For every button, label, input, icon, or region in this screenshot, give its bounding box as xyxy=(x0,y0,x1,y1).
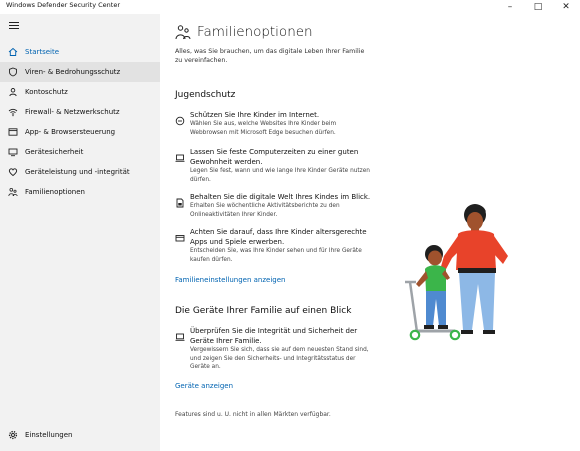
list-item xyxy=(175,192,375,219)
sidebar-item-label: Firewall- & Netzwerkschutz xyxy=(25,108,120,116)
heart-icon xyxy=(8,167,18,177)
sidebar xyxy=(0,14,160,451)
item-heading: Achten Sie darauf, dass Ihre Kinder altersgerechte Apps und Spiele erwerben. xyxy=(190,228,367,246)
laptop-clock-icon xyxy=(175,148,185,158)
minimize-button[interactable]: – xyxy=(507,2,513,12)
maximize-button[interactable]: □ xyxy=(533,2,543,12)
intro-text: Alles, was Sie brauchen, um das digitale Leben Ihrer Familie zu vereinfachen. xyxy=(175,48,365,64)
list-item xyxy=(175,227,375,264)
family-settings-link[interactable]: Familieneinstellungen anzeigen xyxy=(175,276,286,284)
close-button[interactable]: ✕ xyxy=(562,2,570,12)
device-icon xyxy=(8,147,18,157)
store-icon xyxy=(175,228,185,238)
footnote: Features sind u. U. nicht in allen Märkten verfügbar. xyxy=(175,411,331,418)
item-description: Vergewissern Sie sich, dass sie auf dem neuesten Stand sind, und zeigen Sie den Sicherheits- und Integritätsstatus der Geräte an. xyxy=(190,347,369,370)
sidebar-item-viren[interactable] xyxy=(0,62,160,82)
report-icon xyxy=(175,193,185,203)
sidebar-item-label: Gerätesicherheit xyxy=(25,148,84,156)
item-description: Erhalten Sie wöchentliche Aktivitätsberichte zu den Onlineaktivitäten Ihrer Kinder. xyxy=(190,203,340,218)
gear-icon xyxy=(8,430,18,440)
item-heading: Lassen Sie feste Computerzeiten zu einer guten Gewohnheit werden. xyxy=(190,148,359,166)
hamburger-menu-icon[interactable] xyxy=(9,20,19,30)
sidebar-item-familienoptionen[interactable] xyxy=(0,182,160,202)
window-title: Windows Defender Security Center xyxy=(6,1,120,9)
settings-container xyxy=(0,425,160,445)
sidebar-item-startseite[interactable] xyxy=(0,42,160,62)
family-illustration xyxy=(392,194,522,344)
shield-icon xyxy=(8,67,18,77)
sidebar-item-geraetesicherheit[interactable] xyxy=(0,142,160,162)
sidebar-item-label: Kontoschutz xyxy=(25,88,68,96)
nav-list xyxy=(0,42,160,202)
window-controls xyxy=(496,0,580,14)
sidebar-item-label: Familienoptionen xyxy=(25,188,85,196)
family-icon xyxy=(8,187,18,197)
sidebar-item-app-browser[interactable] xyxy=(0,122,160,142)
sidebar-item-label: Startseite xyxy=(25,48,60,56)
item-description: Wählen Sie aus, welche Websites Ihre Kinder beim Webbrowsen mit Microsoft Edge besuchen dürfen. xyxy=(190,121,337,136)
section-title-jugendschutz: Jugendschutz xyxy=(175,90,236,100)
home-icon xyxy=(8,47,18,57)
sidebar-item-firewall[interactable] xyxy=(0,102,160,122)
item-description: Legen Sie fest, wann und wie lange Ihre Kinder Geräte nutzen dürfen. xyxy=(190,168,370,183)
item-description: Entscheiden Sie, was Ihre Kinder sehen und für Ihre Geräte kaufen dürfen. xyxy=(190,248,362,263)
list-item xyxy=(175,147,375,184)
browser-icon xyxy=(8,127,18,137)
sidebar-item-label: Viren- & Bedrohungsschutz xyxy=(25,68,121,76)
sidebar-item-label: Einstellungen xyxy=(25,431,73,439)
sidebar-item-geraeteleistung[interactable] xyxy=(0,162,160,182)
sidebar-item-label: Geräteleistung und -integrität xyxy=(25,168,130,176)
item-heading: Schützen Sie Ihre Kinder im Internet. xyxy=(190,111,320,119)
section-title-devices: Die Geräte Ihrer Familie auf einen Blick xyxy=(175,306,352,316)
page-title: Familienoptionen xyxy=(197,24,313,40)
list-item xyxy=(175,110,375,137)
title-bar xyxy=(0,0,580,14)
wifi-icon xyxy=(8,107,18,117)
list-item xyxy=(175,326,375,372)
minus-circle-icon xyxy=(175,111,185,121)
family-icon xyxy=(175,24,191,40)
laptop-icon xyxy=(175,327,185,337)
person-icon xyxy=(8,87,18,97)
sidebar-item-label: App- & Browsersteuerung xyxy=(25,128,116,136)
page-header xyxy=(175,24,313,40)
view-devices-link[interactable]: Geräte anzeigen xyxy=(175,382,234,390)
sidebar-item-kontoschutz[interactable] xyxy=(0,82,160,102)
item-heading: Behalten Sie die digitale Welt Ihres Kindes im Blick. xyxy=(190,193,371,201)
sidebar-item-einstellungen[interactable] xyxy=(0,425,160,445)
item-heading: Überprüfen Sie die Integrität und Sicherheit der Geräte Ihrer Familie. xyxy=(190,327,358,345)
